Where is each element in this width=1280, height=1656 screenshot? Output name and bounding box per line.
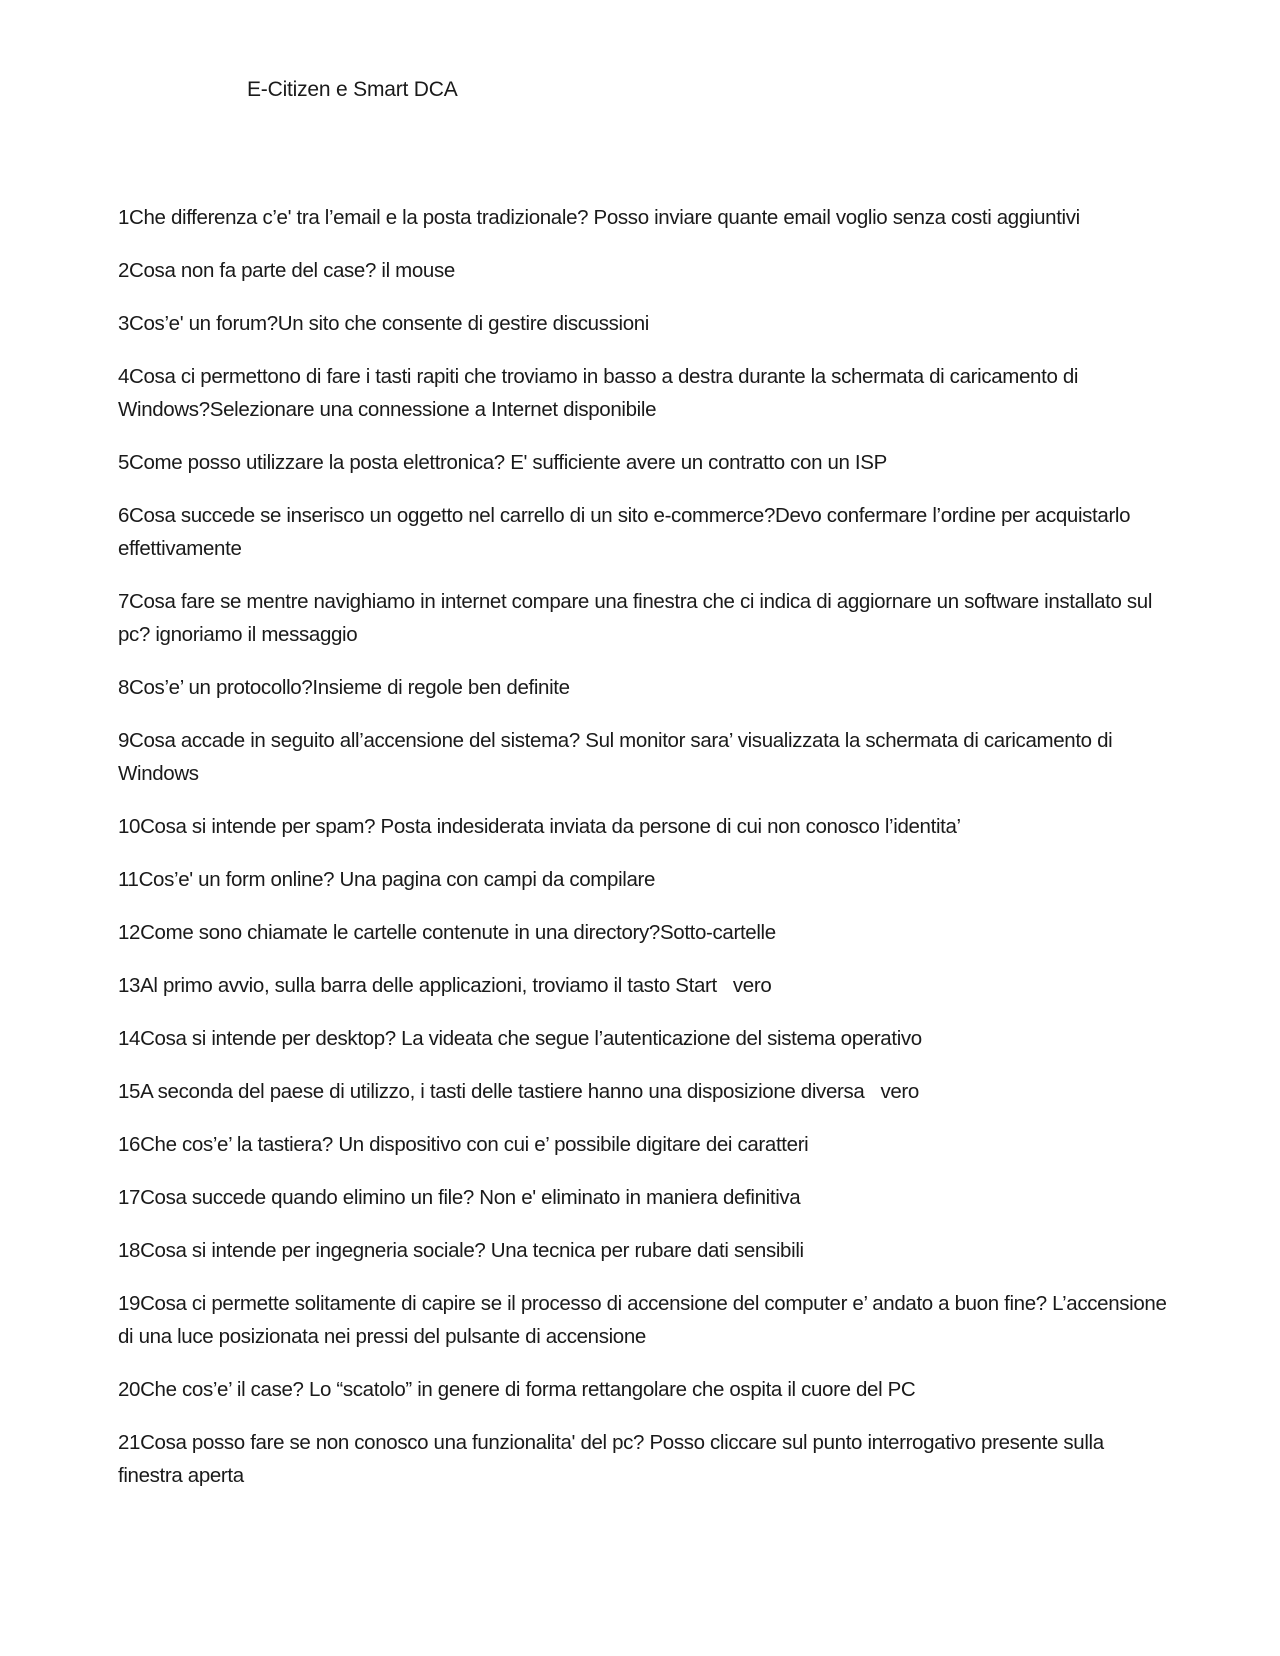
qa-item-19: 19Cosa ci permette solitamente di capire se il processo di accensione del computer e’ andato a buon fine? L’accensione di una luce posizionata nei pressi del pulsante di accensione — [118, 1292, 1167, 1348]
qa-item-2: 2Cosa non fa parte del case? il mouse — [118, 259, 455, 282]
qa-item-1: 1Che differenza c’e' tra l’email e la posta tradizionale? Posso inviare quante email voglio senza costi aggiuntivi — [118, 206, 1080, 229]
qa-item-20: 20Che cos’e’ il case? Lo “scatolo” in genere di forma rettangolare che ospita il cuore del PC — [118, 1378, 916, 1401]
qa-item-7: 7Cosa fare se mentre navighiamo in internet compare una finestra che ci indica di aggiornare un software installato sul pc? ignoriamo il messaggio — [118, 590, 1153, 646]
qa-item-16: 16Che cos’e’ la tastiera? Un dispositivo con cui e’ possibile digitare dei caratteri — [118, 1133, 809, 1156]
qa-item-21: 21Cosa posso fare se non conosco una funzionalita' del pc? Posso cliccare sul punto interrogativo presente sulla finestra aperta — [118, 1431, 1104, 1487]
document-title: E-Citizen e Smart DCA — [247, 78, 458, 101]
qa-item-9: 9Cosa accade in seguito all’accensione del sistema? Sul monitor sara’ visualizzata la schermata di caricamento di Windows — [118, 729, 1113, 785]
qa-item-14: 14Cosa si intende per desktop? La videata che segue l’autenticazione del sistema operativo — [118, 1027, 922, 1050]
question-answer-list — [118, 201, 1168, 1512]
qa-item-15: 15A seconda del paese di utilizzo, i tasti delle tastiere hanno una disposizione diversa vero — [118, 1080, 919, 1103]
qa-item-18: 18Cosa si intende per ingegneria sociale? Una tecnica per rubare dati sensibili — [118, 1239, 804, 1262]
qa-item-3: 3Cos’e' un forum?Un sito che consente di gestire discussioni — [118, 312, 650, 335]
qa-item-12: 12Come sono chiamate le cartelle contenute in una directory?Sotto-cartelle — [118, 921, 776, 944]
qa-item-5: 5Come posso utilizzare la posta elettronica? E' sufficiente avere un contratto con un ISP — [118, 451, 887, 474]
qa-item-17: 17Cosa succede quando elimino un file? Non e' eliminato in maniera definitiva — [118, 1186, 801, 1209]
qa-item-6: 6Cosa succede se inserisco un oggetto nel carrello di un sito e-commerce?Devo confermare l’ordine per acquistarlo effettivamente — [118, 504, 1131, 560]
qa-item-11: 11Cos’e' un form online? Una pagina con campi da compilare — [118, 868, 656, 891]
qa-item-10: 10Cosa si intende per spam? Posta indesiderata inviata da persone di cui non conosco l’identita’ — [118, 815, 961, 838]
qa-item-8: 8Cos’e’ un protocollo?Insieme di regole ben definite — [118, 676, 570, 699]
qa-item-4: 4Cosa ci permettono di fare i tasti rapiti che troviamo in basso a destra durante la schermata di caricamento di Windows?Selezionare una connessione a Internet disponibile — [118, 365, 1079, 421]
qa-item-13: 13Al primo avvio, sulla barra delle applicazioni, troviamo il tasto Start vero — [118, 974, 772, 997]
